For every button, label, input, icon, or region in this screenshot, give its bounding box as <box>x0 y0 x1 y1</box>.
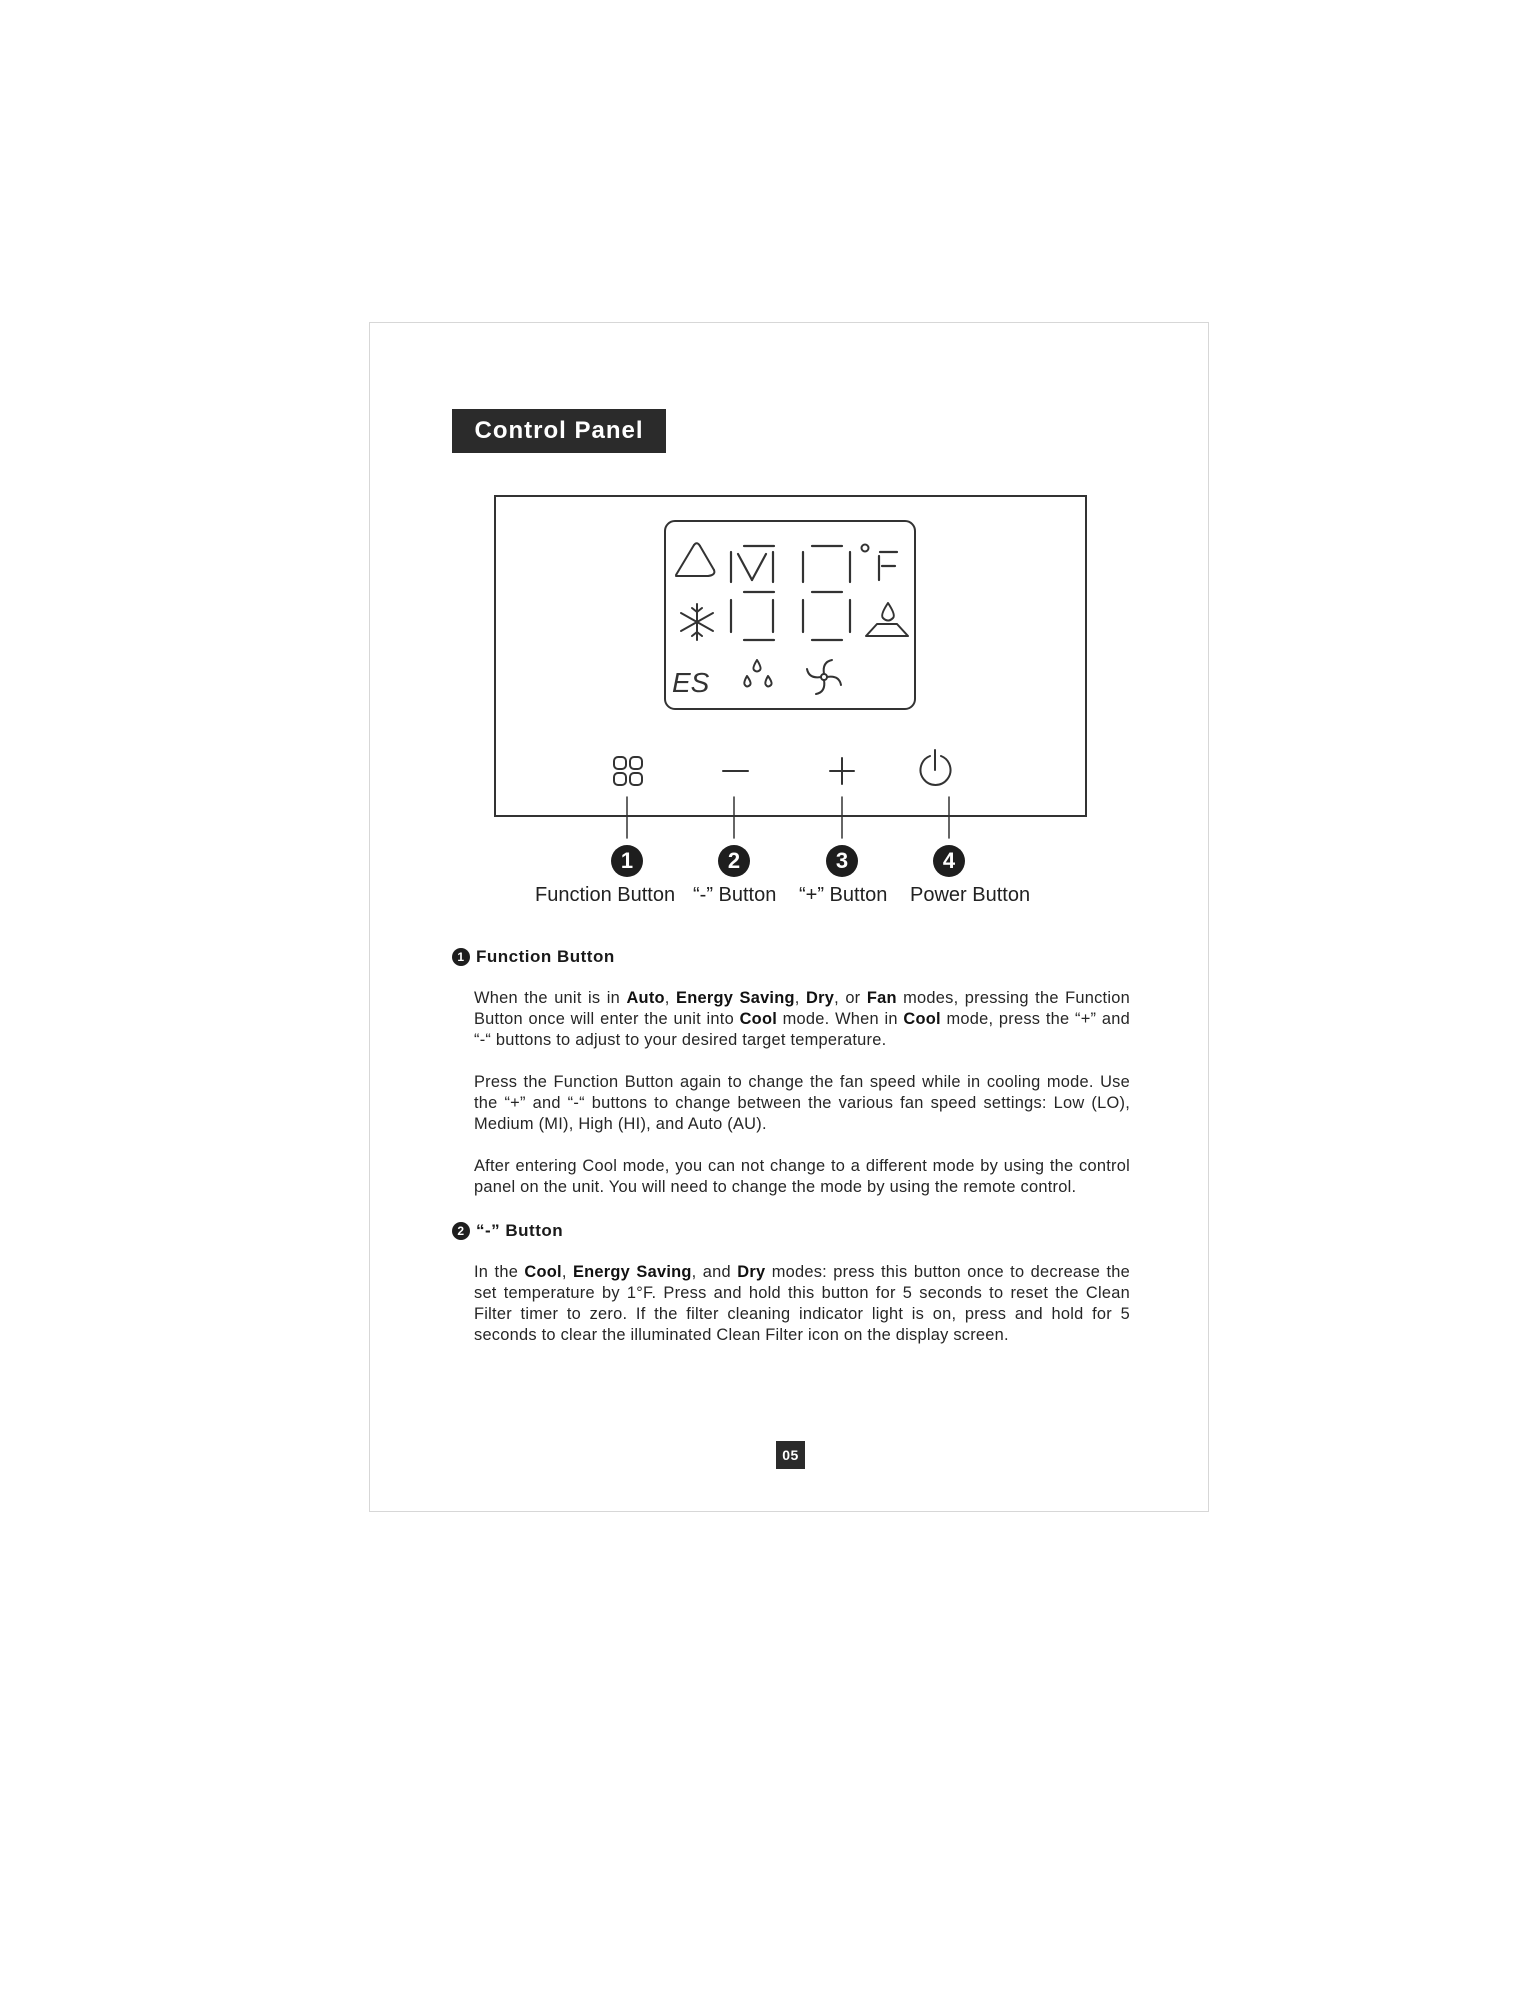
section-title: Control Panel <box>452 409 666 453</box>
heading-text: “-” Button <box>476 1221 564 1240</box>
callout-number-2: 2 <box>718 845 750 877</box>
energy-saving-label: ES <box>672 667 710 698</box>
control-panel-diagram <box>0 0 1532 920</box>
heading-text: Function Button <box>476 947 615 966</box>
minus-button-heading <box>452 1219 1130 1243</box>
function-button-heading <box>452 945 1130 969</box>
function-paragraph-2: Press the Function Button again to change the fan speed while in cooling mode. Use the “+” and “-“ buttons to change between the various fan speed settings: Low (LO), Medium (MI), High (HI), and Auto (AU). <box>474 1073 1130 1133</box>
callout-label-power: Power Button <box>910 884 1031 906</box>
lcd-digit-3 <box>731 600 774 640</box>
page-number: 05 <box>776 1441 805 1469</box>
function-paragraph-3: After entering Cool mode, you can not change to a different mode by using the control panel on the unit. You will need to change the mode by using the remote control. <box>474 1157 1130 1196</box>
lcd-digit-4 <box>803 600 850 640</box>
callout-label-minus: “-” Button <box>693 884 777 906</box>
lcd-digit-1 <box>731 546 774 592</box>
lcd-digit-2 <box>803 546 850 592</box>
heading-number-1: 1 <box>452 948 470 966</box>
heading-number-2: 2 <box>452 1222 470 1240</box>
function-paragraph-1: When the unit is in Auto, Energy Saving, Dry, or Fan modes, pressing the Function Button once will enter the unit into Cool mode. When in Cool mode, press the “+” and “-“ buttons to adjust to your desired target temperature. <box>474 989 1130 1049</box>
manual-content <box>452 945 1130 1346</box>
function-button-icon <box>614 757 642 785</box>
water-full-icon <box>866 603 908 636</box>
degree-icon <box>862 545 869 552</box>
power-button-icon <box>921 750 951 785</box>
callout-number-1: 1 <box>611 845 643 877</box>
callout-number-3: 3 <box>826 845 858 877</box>
callout-number-4: 4 <box>933 845 965 877</box>
fan-icon <box>807 660 841 694</box>
callout-label-plus: “+” Button <box>799 884 888 906</box>
auto-mode-icon <box>676 543 714 576</box>
minus-paragraph-1: In the Cool, Energy Saving, and Dry modes: press this button once to decrease the set temperature by 1°F. Press and hold this button for 5 seconds to reset the Clean Filter timer to zero. If the filter cleaning indicator light is on, press and hold for 5 seconds to clear the illuminated Clean Filter icon on the display screen. <box>474 1263 1130 1344</box>
callout-label-function: Function Button <box>535 884 676 906</box>
plus-button-icon <box>830 758 854 784</box>
fahrenheit-unit <box>879 552 897 580</box>
snowflake-icon <box>681 604 713 640</box>
dehumidify-icon <box>744 660 771 687</box>
